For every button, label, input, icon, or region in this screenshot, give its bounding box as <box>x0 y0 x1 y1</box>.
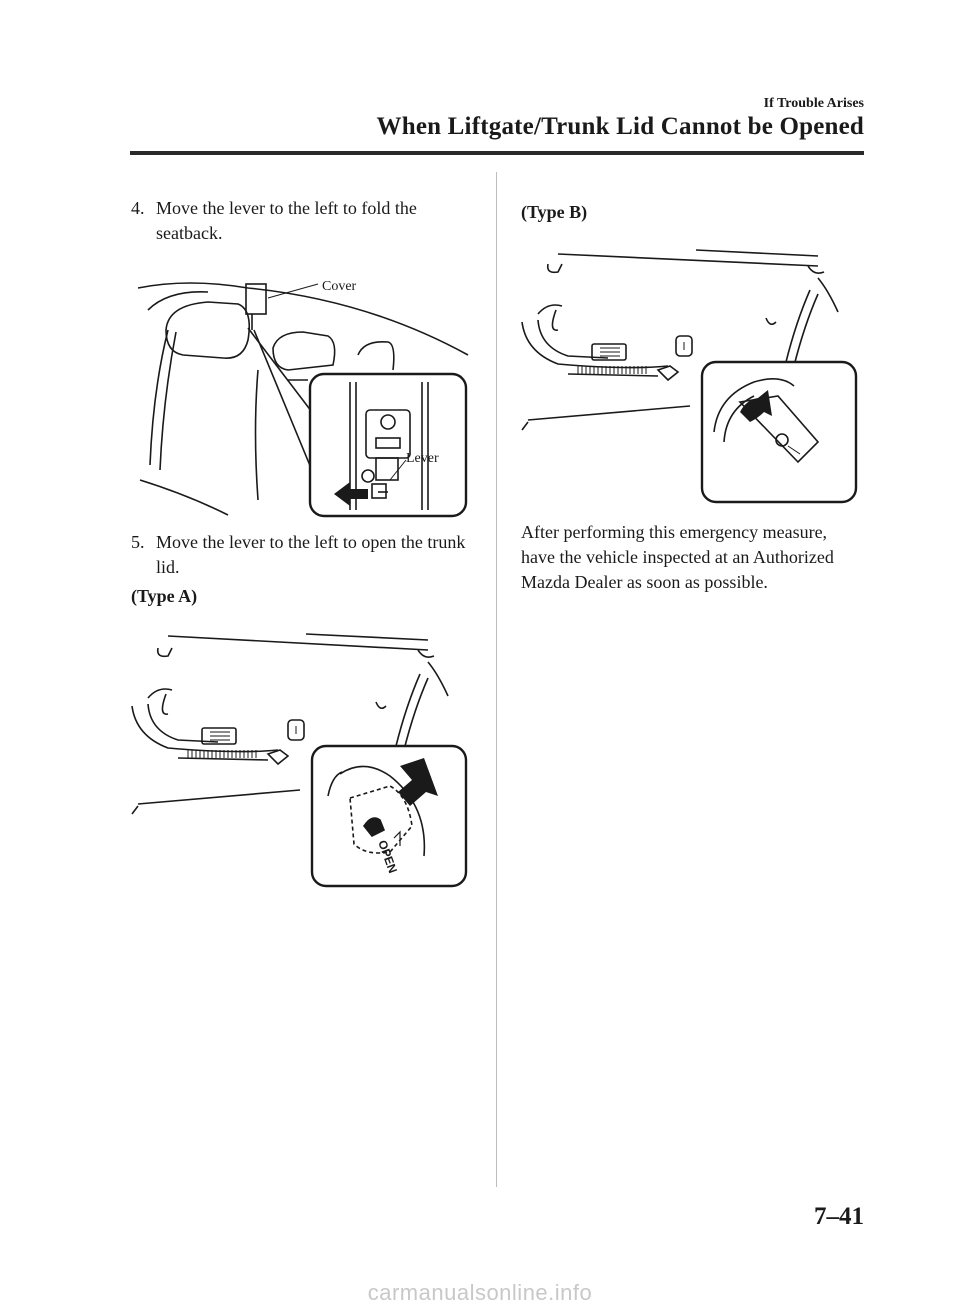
step-4 <box>131 196 471 246</box>
type-a-inset <box>312 746 466 886</box>
header-rule <box>130 151 864 155</box>
type-b-inset <box>702 362 856 502</box>
section-label: If Trouble Arises <box>763 96 864 111</box>
open-label: OPEN <box>375 838 400 875</box>
closing-paragraph: After performing this emergency measure, have the vehicle inspected at an Authorized Mazda Dealer as soon as possible. <box>521 522 834 592</box>
step-5 <box>131 530 471 580</box>
watermark: carmanualsonline.info <box>367 1280 593 1305</box>
cover-label: Cover <box>322 279 357 294</box>
type-a-label: (Type A) <box>131 586 198 606</box>
page-number: 7–41 <box>814 1203 864 1230</box>
step-4-number: 4. <box>131 198 145 218</box>
type-b-figure <box>518 246 864 510</box>
page-title: When Liftgate/Trunk Lid Cannot be Opened <box>376 113 864 140</box>
lever-label: Lever <box>406 451 439 466</box>
lever-inset <box>310 374 466 516</box>
step-5-text: Move the lever to the left to open the trunk lid. <box>156 532 466 577</box>
column-divider <box>496 172 497 1187</box>
step-5-number: 5. <box>131 532 145 552</box>
type-b-label: (Type B) <box>521 202 588 222</box>
seatback-lever-figure <box>128 270 474 522</box>
step-4-text: Move the lever to the left to fold the seatback. <box>156 198 417 243</box>
type-a-figure <box>128 626 474 890</box>
